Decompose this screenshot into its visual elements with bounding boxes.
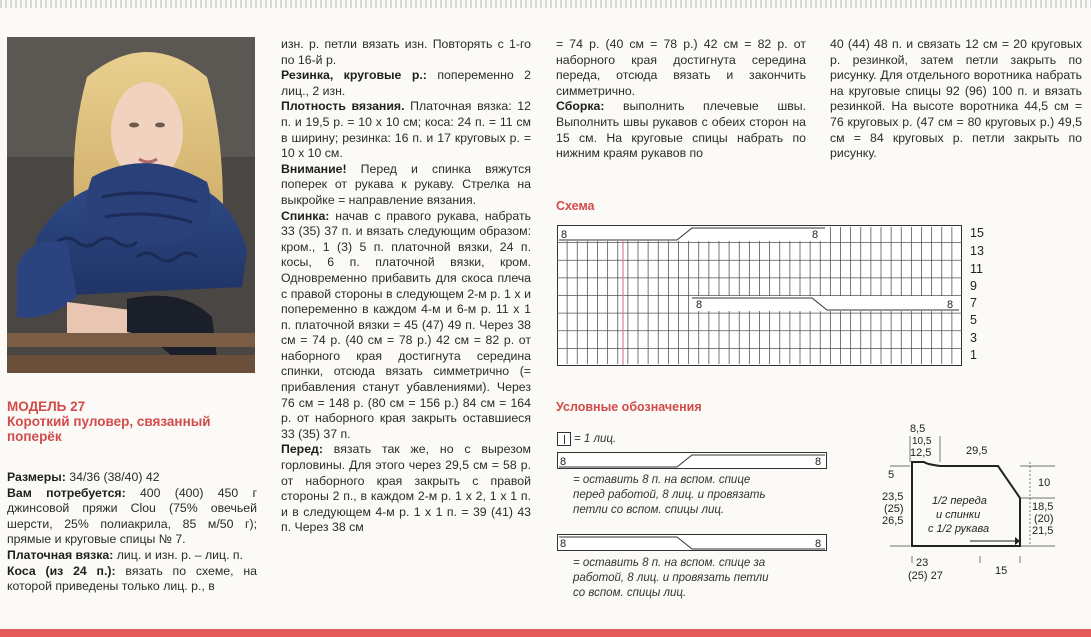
row-number-3: 3 xyxy=(970,331,977,345)
pattern-bottom-c: 15 xyxy=(995,565,1008,577)
model-illustration xyxy=(7,37,255,373)
pattern-label-2: и спинки xyxy=(936,509,981,521)
sizes-value: 34/36 (38/40) 42 xyxy=(65,470,160,484)
pattern-label-3: с 1/2 рукава xyxy=(928,523,990,535)
pattern-right-10: 10 xyxy=(1038,477,1051,489)
row-number-5: 5 xyxy=(970,313,977,327)
column-2 xyxy=(281,37,531,536)
legend-cable-front-label-left: 8 xyxy=(560,456,567,468)
assembly-value: выполнить плечевые швы. Выполнить швы рукавов с обеих сторон на 15 см. На круговые спицы набрать по нижним краям рукавов по xyxy=(556,99,806,161)
garter-stitch-value: лиц. и изн. р. – лиц. п. xyxy=(113,547,244,562)
row-number-1: 1 xyxy=(970,348,977,362)
scheme-title: Схема xyxy=(556,199,595,213)
materials-label: Вам потребуется: xyxy=(7,485,126,500)
front-label: Перед: xyxy=(281,442,323,457)
pattern-left-h3: 26,5 xyxy=(882,515,904,527)
rib-value: попеременно 2 лиц., 2 изн. xyxy=(281,68,531,98)
cable-label-mid-right: 8 xyxy=(947,299,954,311)
cable-label-mid-left: 8 xyxy=(696,299,703,311)
assembly-label: Сборка: xyxy=(556,99,605,114)
legend-knit-text: = 1 лиц. xyxy=(574,433,617,445)
materials-value: 400 (400) 450 г джинсовой пряжи Clou (75% овечьей шерсти, 25% полиакрила, 85 м/50 г); прямые и круговые спицы № 7. xyxy=(7,485,257,547)
pattern-bottom-b: (25) 27 xyxy=(908,570,943,582)
back-label: Спинка: xyxy=(281,208,330,223)
sizes-label: Размеры: xyxy=(7,470,66,484)
pattern-right-a: 18,5 xyxy=(1032,501,1054,513)
attention-label: Внимание! xyxy=(281,161,347,176)
pattern-right-c: 21,5 xyxy=(1032,525,1054,537)
cable-label-top-left: 8 xyxy=(561,229,568,241)
cable-label-top-right: 8 xyxy=(812,229,819,241)
stitch-chart xyxy=(557,225,962,366)
pattern-label-1: 1/2 переда xyxy=(932,495,987,507)
legend-cable-back-label-left: 8 xyxy=(560,538,567,550)
pattern-top-c: 12,5 xyxy=(910,447,932,459)
garment-pattern-diagram xyxy=(880,418,1080,583)
bottom-decorative-stripe xyxy=(0,629,1091,637)
back-value: начав с правого рукава, набрать 33 (35) 37 п. и вязать следующим образом: кром., 1 (3) 5 п. платочной вязки, 24 п. косы, 6 п. платочной вязки, кром. Одновременно прибавить для скоса плеча с правой стороны в следующем 2-м р. 1 х и попеременно в каждом 4-м и 6-м р. 11 х 1 п. платочной вязки = 45 (47) 49 п. Через 38 см = 74 р. (40 см = 78 р.) 42 см = 82 р. от наборного края достигнута середина спинки, отсюда вязать симметрично (= прибавления станут убавлениями). Через 76 см = 148 р. (80 см = 156 р.) 84 см = 164 р. от наборного края закрыть оставшиеся 33 (35) 37 п. xyxy=(281,208,531,441)
legend-cable-back-label-right: 8 xyxy=(815,538,822,550)
pattern-left-h2: (25) xyxy=(884,503,904,515)
pattern-left-h1: 23,5 xyxy=(882,491,904,503)
cable-value: вязать по схеме, на которой приведены только лиц. р., в xyxy=(7,563,257,594)
model-heading xyxy=(7,399,257,444)
top-decorative-stripe xyxy=(0,0,1091,8)
front-value: вязать так же, но с вырезом горловины. Для этого через 29,5 см = 58 р. от наборного края закрыть с правой стороны 2 п., в каждом 2-м р. 1 х 2, 1 х 1 п. и в следующем 4-м р. 1 х 1 п. = 39 (41) 43 п. Через 38 см xyxy=(281,442,531,535)
col2-continuation: изн. р. петли вязать изн. Повторять с 1-го по 16-й р. xyxy=(281,37,531,67)
legend-title: Условные обозначения xyxy=(556,400,702,414)
pattern-top-a: 8,5 xyxy=(910,423,926,435)
model-number: МОДЕЛЬ 27 xyxy=(7,399,86,414)
legend-cable-back-text: = оставить 8 п. на вспом. спице за работой, 8 лиц. и провязать петли со вспом. спицы лиц. xyxy=(573,557,769,599)
column-3 xyxy=(556,37,806,162)
pattern-right-b: (20) xyxy=(1034,513,1054,525)
model-photo xyxy=(7,37,255,373)
row-number-7: 7 xyxy=(970,296,977,310)
column-4 xyxy=(830,37,1082,162)
pattern-top-width: 29,5 xyxy=(966,445,988,457)
model-name: Короткий пуловер, связанный поперёк xyxy=(7,414,211,444)
rib-label: Резинка, круговые р.: xyxy=(281,68,427,83)
stitch-chart-grid xyxy=(557,225,962,366)
pattern-top-b: 10,5 xyxy=(912,436,932,447)
pattern-bottom-a: 23 xyxy=(916,557,929,569)
legend-knit-symbol xyxy=(557,432,571,446)
pattern-left-5: 5 xyxy=(888,469,895,481)
row-number-11: 11 xyxy=(970,262,983,276)
legend-cable-front-label-right: 8 xyxy=(815,456,822,468)
legend-cable-front-symbol xyxy=(557,452,827,470)
legend-cable-front-text: = оставить 8 п. на вспом. спице перед работой, 8 лиц. и провязать петли со вспом. спицы лиц. xyxy=(573,474,766,516)
cable-label: Коса (из 24 п.): xyxy=(7,563,116,578)
legend-cable-back-symbol xyxy=(557,534,827,552)
attention-value: Перед и спинка вяжутся поперек от рукава к рукаву. Стрелка на выкройке = направление вязания. xyxy=(281,161,531,207)
gauge-label: Плотность вязания. xyxy=(281,99,405,114)
gauge-value: Платочная вязка: 12 п. и 19,5 р. = 10 х 10 см; коса: 24 п. = 11 см в ширину; резинка: 16 п. и 17 круговых р. = 10 х 10 см. xyxy=(281,99,531,161)
col4-text: 40 (44) 48 п. и связать 12 см = 20 круговых р. резинкой, затем петли закрыть по рисунку. Для отдельного воротника набрать на круговые спицы 92 (96) 100 п. и вязать резинкой. На высоте воротника 44,5 см = 76 круговых р. (47 см = 80 круговых р.) 49,5 см = 84 круговых р. петли закрыть по рисунку. xyxy=(830,37,1082,161)
row-number-15: 15 xyxy=(970,226,984,240)
row-number-13: 13 xyxy=(970,244,984,258)
row-number-9: 9 xyxy=(970,279,977,293)
garter-stitch-label: Платочная вязка: xyxy=(7,547,114,562)
column-1 xyxy=(7,470,257,595)
col3-continuation: = 74 р. (40 см = 78 р.) 42 см = 82 р. от наборного края достигнута середина переда, отсюда вязать и закончить симметрично. xyxy=(556,37,806,98)
